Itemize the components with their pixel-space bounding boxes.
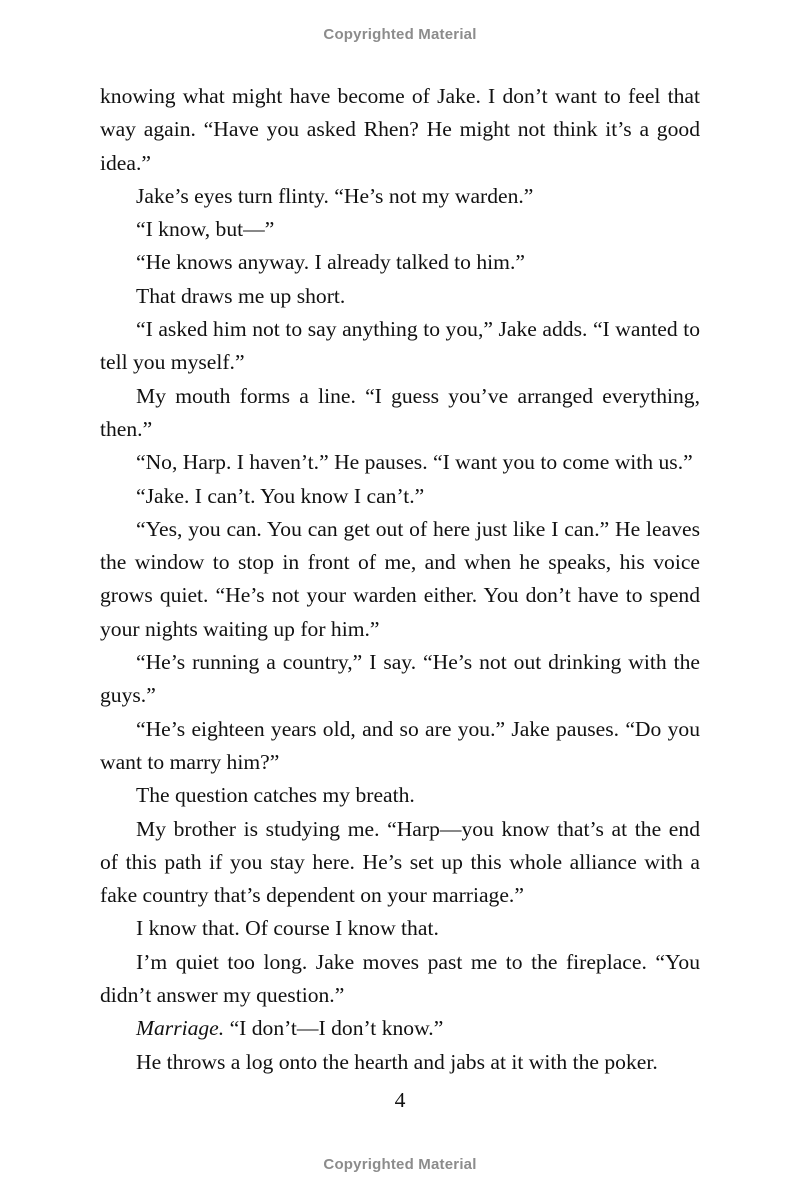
paragraph: “He knows anyway. I already talked to him.” [136,250,525,275]
paragraph: “No, Harp. I haven’t.” He pauses. “I want you to come with us.” [136,450,693,475]
paragraph: “I asked him not to say anything to you,” Jake adds. “I wanted to tell you myself.” [100,317,700,375]
italic-word-marriage: Marriage. [136,1016,225,1041]
paragraph: “He’s eighteen years old, and so are you.” Jake pauses. “Do you want to marry him?” [100,716,700,774]
marriage-line-rest: “I don’t—I don’t know.” [224,1016,444,1041]
paragraph-last: He throws a log onto the hearth and jabs at it with the poker. [136,1049,658,1074]
paragraph: “I know, but—” [136,217,275,242]
paragraph: That draws me up short. [136,283,346,308]
paragraph: My mouth forms a line. “I guess you’ve arranged everything, then.” [100,383,700,441]
paragraph: “Jake. I can’t. You know I can’t.” [136,483,425,508]
paragraph: Jake’s eyes turn flinty. “He’s not my warden.” [136,183,534,208]
body-text [100,80,700,1079]
paragraph: “He’s running a country,” I say. “He’s not out drinking with the guys.” [100,650,700,708]
paragraph: “Yes, you can. You can get out of here just like I can.” He leaves the window to stop in front of me, and when he speaks, his voice grows quiet. “He’s not your warden either. You don’t have to spend your nights waiting up for him.” [100,516,700,641]
paragraph: The question catches my breath. [136,783,415,808]
paragraph: I’m quiet too long. Jake moves past me to the fireplace. “You didn’t answer my question.” [100,949,700,1008]
paragraph: knowing what might have become of Jake. I don’t want to feel that way again. “Have you asked Rhen? He might not think it’s a good idea.” [100,84,700,175]
paragraph: I know that. Of course I know that. [136,916,439,941]
paragraph-marriage [100,1012,700,1045]
paragraph: My brother is studying me. “Harp—you know that’s at the end of this path if you stay here. He’s set up this whole alliance with a fake country that’s dependent on your marriage.” [100,816,700,908]
page-number: 4 [394,1088,406,1112]
copyright-watermark-bottom: Copyrighted Material [323,1156,477,1173]
copyright-watermark-top: Copyrighted Material [323,26,477,43]
